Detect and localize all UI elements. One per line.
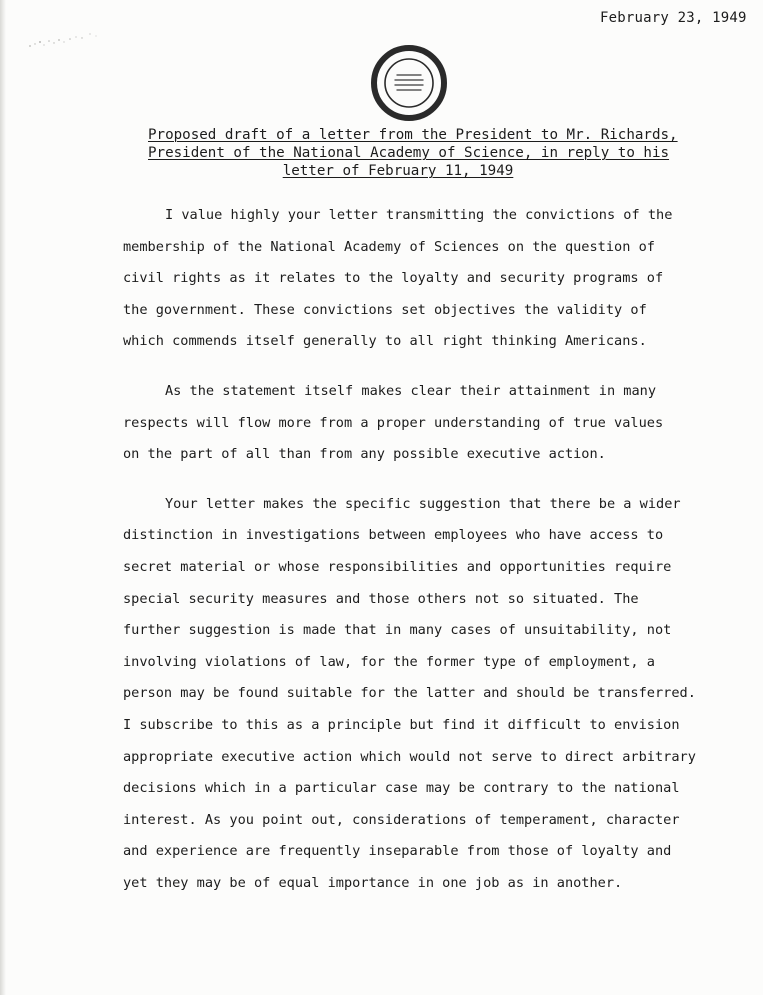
text-line: civil rights as it relates to the loyalty and security programs of: [123, 270, 664, 287]
text-line: distinction in investigations between employees who have access to: [123, 527, 664, 544]
text-line: the government. These convictions set objectives the validity of: [123, 301, 647, 318]
text-line: yet they may be of equal importance in one job as in another.: [123, 874, 623, 891]
archives-seal-icon: [370, 44, 448, 122]
text-line: I value highly your letter transmitting the convictions of the: [165, 207, 673, 223]
paper-specks: [26, 30, 106, 54]
text-line: secret material or whose responsibilities and opportunities require: [123, 558, 672, 575]
text-line: I subscribe to this as a principle but find it difficult to envision: [123, 716, 680, 733]
text-line: on the part of all than from any possible executive action.: [123, 446, 606, 463]
text-line: Your letter makes the specific suggestion that there be a wider: [165, 495, 681, 512]
letter-title: [148, 126, 678, 180]
paragraph: [123, 489, 696, 900]
text-line: As the statement itself makes clear their attainment in many: [165, 382, 657, 399]
document-date: February 23, 1949: [600, 10, 747, 26]
title-line: letter of February 11, 1949: [282, 163, 514, 179]
text-line: person may be found suitable for the latter and should be transferred.: [123, 685, 696, 702]
title-line: Proposed draft of a letter from the President to Mr. Richards,: [148, 127, 678, 143]
paragraph: [123, 376, 683, 471]
paragraph: [123, 200, 683, 358]
text-line: interest. As you point out, considerations of temperament, character: [123, 811, 680, 828]
title-line: President of the National Academy of Science, in reply to his: [148, 145, 670, 161]
text-line: and experience are frequently inseparable from those of loyalty and: [123, 843, 672, 860]
text-line: appropriate executive action which would not serve to direct arbitrary: [123, 748, 696, 765]
text-line: respects will flow more from a proper understanding of true values: [123, 414, 664, 431]
text-line: further suggestion is made that in many cases of unsuitability, not: [123, 622, 672, 639]
letter-body: [123, 200, 696, 917]
text-line: special security measures and those others not so situated. The: [123, 590, 639, 607]
text-line: which commends itself generally to all right thinking Americans.: [123, 333, 647, 350]
text-line: membership of the National Academy of Sciences on the question of: [123, 238, 655, 255]
text-line: decisions which in a particular case may be contrary to the national: [123, 780, 680, 797]
text-line: involving violations of law, for the former type of employment, a: [123, 653, 655, 670]
page-edge-shadow: [0, 0, 6, 995]
